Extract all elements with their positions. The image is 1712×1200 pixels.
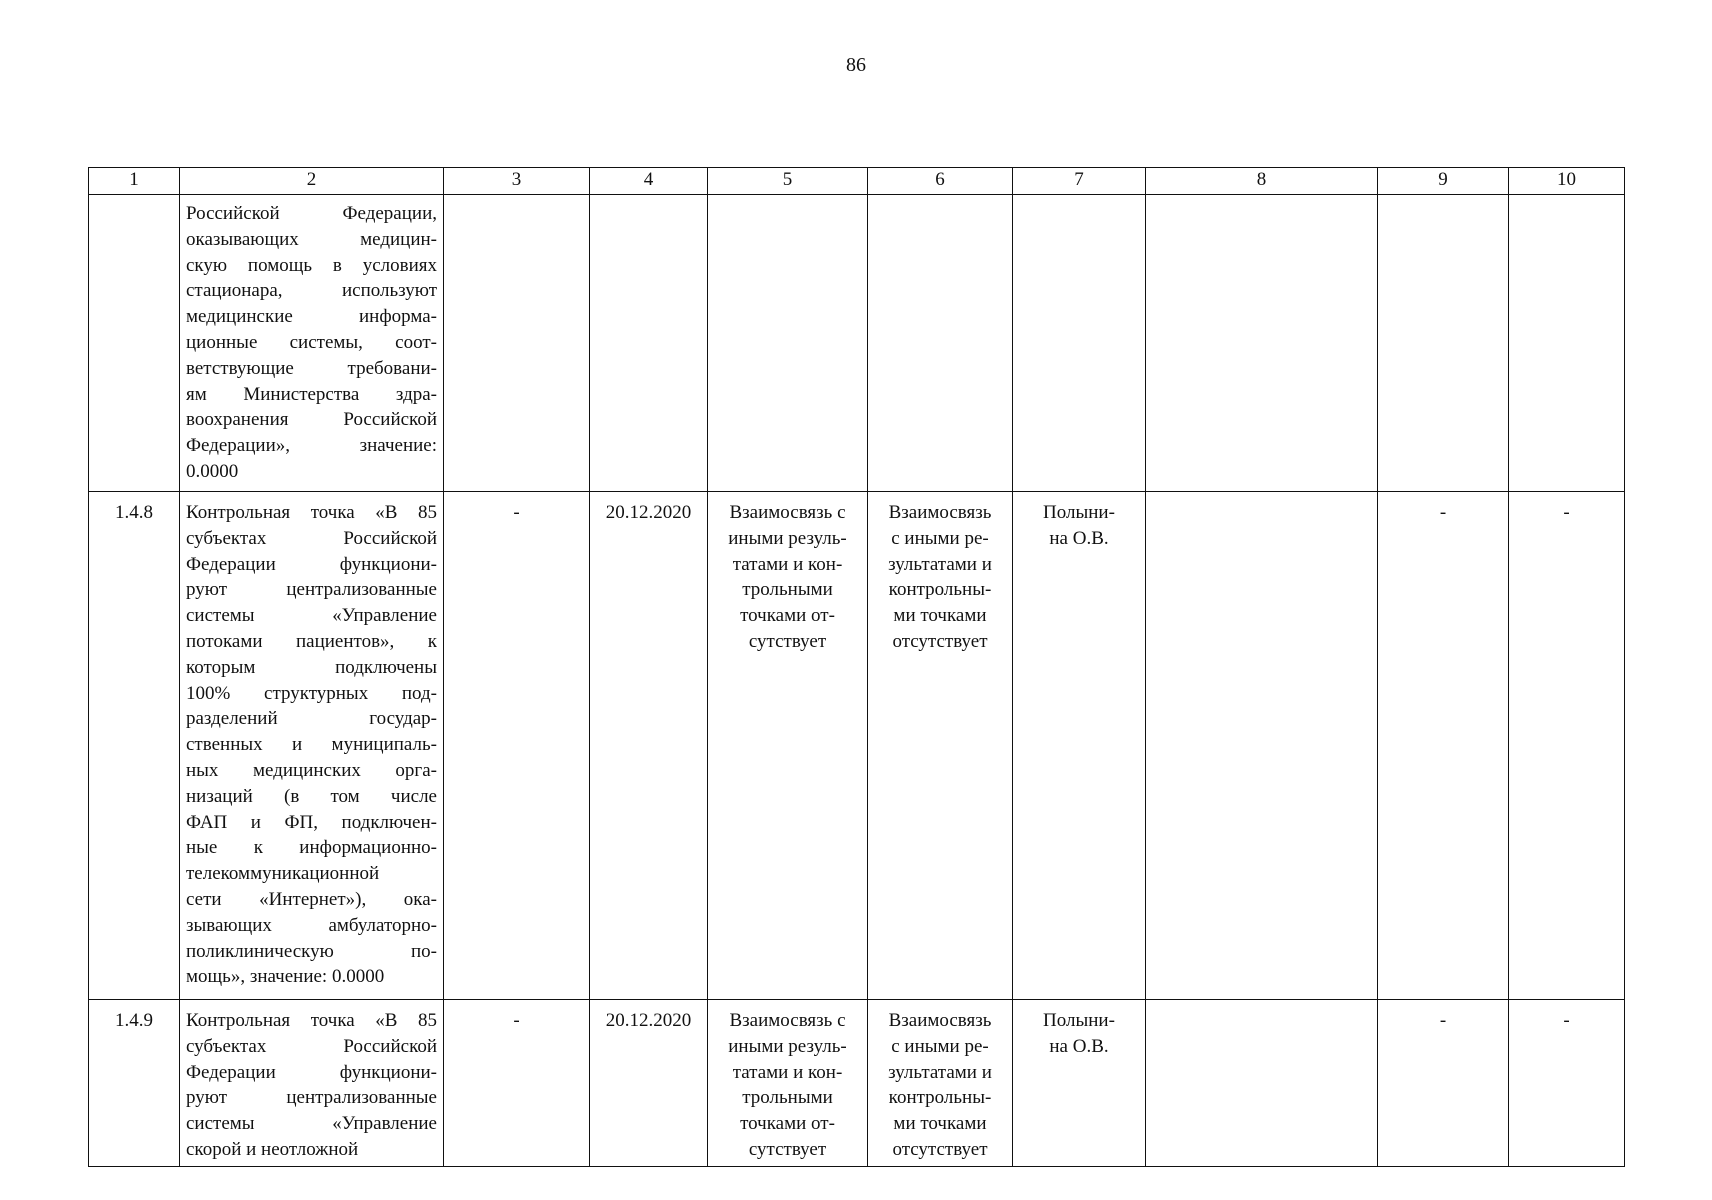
responsible-cell-line: Полыни- xyxy=(1043,502,1115,523)
page-number: 86 xyxy=(846,54,866,76)
relation-results-cell-line: татами и кон- xyxy=(732,1061,843,1083)
relation-results-cell-line: трольными xyxy=(742,1087,833,1109)
description-cell-line: ям Министерства здра- xyxy=(186,383,437,405)
relation-controls-cell-line: с иными ре- xyxy=(891,1035,989,1057)
description-cell-line: мощь», значение: 0.0000 xyxy=(186,966,385,988)
description-cell-line: разделений государ- xyxy=(186,708,437,730)
description-cell-line: Федерации функциони- xyxy=(186,1061,437,1083)
relation-controls-cell-line: контрольны- xyxy=(888,579,992,601)
col10-cell: - xyxy=(1509,492,1625,1000)
table-row xyxy=(89,1000,1625,1167)
responsible-cell xyxy=(1013,492,1146,1000)
description-cell-line: руют централизованные xyxy=(186,1087,437,1109)
description-cell-line: потоками пациентов», к xyxy=(186,630,437,652)
plan-table xyxy=(88,167,1625,1167)
relation-controls-cell xyxy=(868,1000,1013,1167)
description-cell-line: Федерации», значение: xyxy=(186,435,437,457)
responsible-cell xyxy=(1013,195,1146,492)
header-cell: 1 xyxy=(89,168,180,195)
relation-results-cell-line: татами и кон- xyxy=(732,553,843,575)
description-cell-line: ФАП и ФП, подключен- xyxy=(186,811,437,833)
col8-cell xyxy=(1146,492,1378,1000)
description-cell-line: ветствующие требовани- xyxy=(186,357,437,379)
date-cell: 20.12.2020 xyxy=(590,1000,708,1167)
header-row xyxy=(89,168,1625,195)
description-cell-line: воохранения Российской xyxy=(186,409,437,431)
description-cell-line: Контрольная точка «В 85 xyxy=(186,1010,437,1031)
description-cell-line: медицинские информа- xyxy=(186,306,437,328)
col8-cell xyxy=(1146,1000,1378,1167)
description-cell-line: которым подключены xyxy=(186,656,437,678)
header-cell: 9 xyxy=(1378,168,1509,195)
responsible-cell-line: на О.В. xyxy=(1049,527,1109,549)
relation-controls-cell-line: Взаимосвязь xyxy=(888,502,992,523)
relation-controls-cell xyxy=(868,195,1013,492)
relation-controls-cell-line: ми точками xyxy=(893,605,987,627)
description-cell-line: субъектах Российской xyxy=(186,1035,437,1057)
relation-controls-cell xyxy=(868,492,1013,1000)
date-cell xyxy=(590,195,708,492)
responsible-cell xyxy=(1013,1000,1146,1167)
relation-results-cell xyxy=(708,1000,868,1167)
header-cell: 8 xyxy=(1146,168,1378,195)
description-cell-line: руют централизованные xyxy=(186,579,437,601)
description-cell xyxy=(180,1000,444,1167)
description-cell-line: 0.0000 xyxy=(186,460,239,482)
item-number-cell xyxy=(89,195,180,492)
description-cell-line: ных медицинских орга- xyxy=(186,759,437,781)
col9-cell: - xyxy=(1378,492,1509,1000)
header-cell: 10 xyxy=(1509,168,1625,195)
col3-cell: - xyxy=(444,1000,590,1167)
description-cell-line: системы «Управление xyxy=(186,605,437,627)
col9-cell: - xyxy=(1378,1000,1509,1167)
col10-cell: - xyxy=(1509,1000,1625,1167)
relation-results-cell-line: сутствует xyxy=(748,1138,827,1160)
description-cell-line: поликлиническую по- xyxy=(186,940,437,962)
description-cell xyxy=(180,492,444,1000)
relation-results-cell xyxy=(708,195,868,492)
relation-controls-cell-line: зультатами и xyxy=(888,553,992,575)
col3-cell: - xyxy=(444,492,590,1000)
description-cell-line: Российской Федерации, xyxy=(186,203,437,224)
description-cell-line: ственных и муниципаль- xyxy=(186,734,437,756)
description-cell xyxy=(180,195,444,492)
description-cell-line: низаций (в том числе xyxy=(186,785,437,807)
description-cell-line: стационара, используют xyxy=(186,280,437,302)
relation-results-cell xyxy=(708,492,868,1000)
relation-controls-cell-line: контрольны- xyxy=(888,1087,992,1109)
relation-results-cell-line: Взаимосвязь с xyxy=(729,1010,846,1031)
description-cell-line: сети «Интернет»), ока- xyxy=(186,888,437,910)
table-row xyxy=(89,195,1625,492)
relation-results-cell-line: иными резуль- xyxy=(728,527,847,549)
responsible-cell-line: Полыни- xyxy=(1043,1010,1115,1031)
relation-results-cell-line: Взаимосвязь с xyxy=(729,502,846,523)
header-cell: 6 xyxy=(868,168,1013,195)
description-cell-line: Федерации функциони- xyxy=(186,553,437,575)
relation-controls-cell-line: с иными ре- xyxy=(891,527,989,549)
relation-controls-cell-line: зультатами и xyxy=(888,1061,992,1083)
relation-results-cell-line: трольными xyxy=(742,579,833,601)
col9-cell xyxy=(1378,195,1509,492)
relation-results-cell-line: иными резуль- xyxy=(728,1035,847,1057)
relation-controls-cell-line: ми точками xyxy=(893,1113,987,1135)
relation-controls-cell-line: отсутствует xyxy=(892,1138,988,1160)
description-cell-line: системы «Управление xyxy=(186,1113,437,1135)
description-cell-line: телекоммуникационной xyxy=(186,863,380,885)
header-cell: 2 xyxy=(180,168,444,195)
header-cell: 5 xyxy=(708,168,868,195)
description-cell-line: 100% структурных под- xyxy=(186,682,437,704)
relation-controls-cell-line: отсутствует xyxy=(892,630,988,652)
item-number-cell: 1.4.9 xyxy=(89,1000,180,1167)
description-cell-line: скую помощь в условиях xyxy=(186,254,437,276)
col3-cell xyxy=(444,195,590,492)
description-cell-line: ные к информационно- xyxy=(186,837,437,859)
responsible-cell-line: на О.В. xyxy=(1049,1035,1109,1057)
description-cell-line: Контрольная точка «В 85 xyxy=(186,502,437,523)
description-cell-line: оказывающих медицин- xyxy=(186,228,437,250)
header-cell: 4 xyxy=(590,168,708,195)
relation-results-cell-line: сутствует xyxy=(748,630,827,652)
relation-controls-cell-line: Взаимосвязь xyxy=(888,1010,992,1031)
description-cell-line: зывающих амбулаторно- xyxy=(186,914,437,936)
header-cell: 3 xyxy=(444,168,590,195)
table-row xyxy=(89,492,1625,1000)
col10-cell xyxy=(1509,195,1625,492)
description-cell-line: скорой и неотложной xyxy=(186,1138,359,1160)
description-cell-line: ционные системы, соот- xyxy=(186,331,437,353)
relation-results-cell-line: точками от- xyxy=(740,605,835,627)
relation-results-cell-line: точками от- xyxy=(740,1113,835,1135)
header-cell: 7 xyxy=(1013,168,1146,195)
description-cell-line: субъектах Российской xyxy=(186,527,437,549)
date-cell: 20.12.2020 xyxy=(590,492,708,1000)
item-number-cell: 1.4.8 xyxy=(89,492,180,1000)
col8-cell xyxy=(1146,195,1378,492)
